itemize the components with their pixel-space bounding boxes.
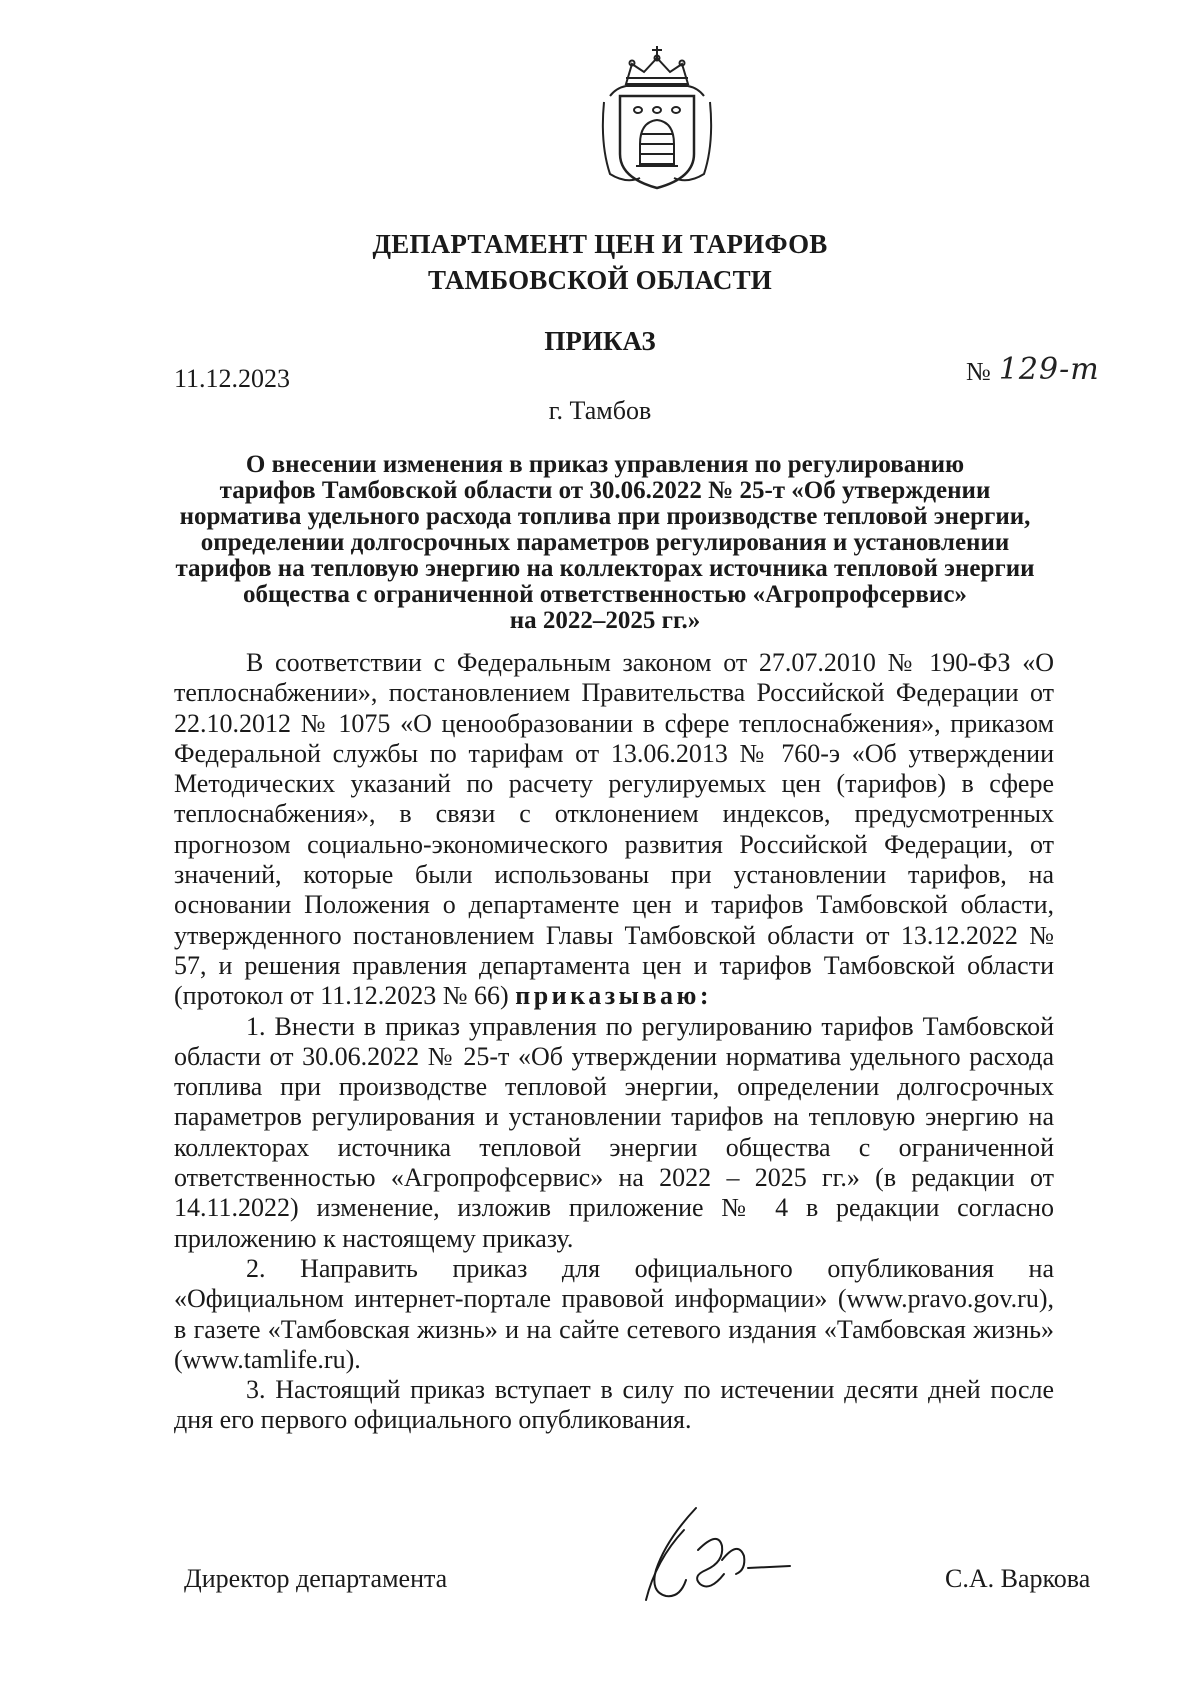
item-2: 2. Направить приказ для официального опубликования на «Официальном интернет-портале правовой информации» (www.pravo.gov.ru), в газете «Тамбовская жизнь» и на сайте сетевого издания «Тамбовская жизнь» (www.tamlife.ru). — [174, 1253, 1054, 1374]
order-body — [174, 648, 1054, 1436]
order-number — [966, 352, 1100, 387]
order-number-handwritten: 129-т — [998, 352, 1100, 387]
preamble-paragraph — [174, 648, 1054, 1012]
preamble-text: В соответствии с Федеральным законом от 27.07.2010 № 190-ФЗ «О теплоснабжении», постановлением Правительства Российской Федерации от 22.10.2012 № 1075 «О ценообразовании в сфере теплоснабжения», приказом Федеральной службы по тарифам от 13.06.2013 № 760-э «Об утверждении Методических указаний по расчету регулируемых цен (тарифов) в сфере теплоснабжения», в связи с отклонением индексов, предусмотренных прогнозом социально-экономического развития Российской Федерации, от значений, которые были использованы при установлении тарифов, на основании Положения о департаменте цен и тарифов Тамбовской области, утвержденного постановлением Главы Тамбовской области от 13.12.2022 № 57, и решения правления департамента цен и тарифов Тамбовской области (протокол от 11.12.2023 № 66) — [174, 648, 1054, 1011]
subject-line: определении долгосрочных параметров регулирования и установлении — [200, 529, 1010, 556]
number-prefix: № — [966, 357, 991, 386]
item-1: 1. Внести в приказ управления по регулированию тарифов Тамбовской области от 30.06.2022 № 25-т «Об утверждении норматива удельного расхода топлива при производстве тепловой энергии, определении долгосрочных параметров регулирования и установлении тарифов на тепловую энергию на коллекторах источника тепловой энергии общества с ограниченной ответственностью «Агропрофсервис» на 2022 – 2025 гг.» (в редакции от 14.11.2022) изменение, изложив приложение № 4 в редакции согласно приложению к настоящему приказу. — [174, 1011, 1054, 1253]
department-line-1: ДЕПАРТАМЕНТ ЦЕН И ТАРИФОВ — [372, 229, 828, 259]
signatory-name: С.А. Варкова — [945, 1564, 1091, 1593]
subject-line: О внесении изменения в приказ управления по регулированию — [245, 451, 965, 478]
order-word: приказываю: — [515, 981, 713, 1011]
coat-of-arms-icon — [596, 44, 718, 192]
city: г. Тамбов — [548, 396, 652, 425]
department-name — [0, 226, 1200, 298]
subject-line: общества с ограниченной ответственностью «Агропрофсервис» — [243, 581, 967, 608]
signatory-position: Директор департамента — [184, 1564, 448, 1593]
subject-line: тарифов Тамбовской области от 30.06.2022 № 25-т «Об утверждении — [219, 477, 991, 504]
subject-line: норматива удельного расхода топлива при производстве тепловой энергии, — [179, 503, 1031, 530]
subject-line: тарифов на тепловую энергию на коллекторах источника тепловой энергии — [175, 555, 1035, 582]
handwritten-signature-icon — [626, 1500, 796, 1610]
department-line-2: ТАМБОВСКОЙ ОБЛАСТИ — [427, 265, 773, 295]
order-date: 11.12.2023 — [174, 364, 291, 393]
order-title: ПРИКАЗ — [544, 326, 656, 356]
item-3: 3. Настоящий приказ вступает в силу по истечении десяти дней после дня его первого официального опубликования. — [174, 1375, 1054, 1435]
subject-line: на 2022–2025 гг.» — [509, 607, 701, 634]
order-subject — [160, 452, 1050, 634]
